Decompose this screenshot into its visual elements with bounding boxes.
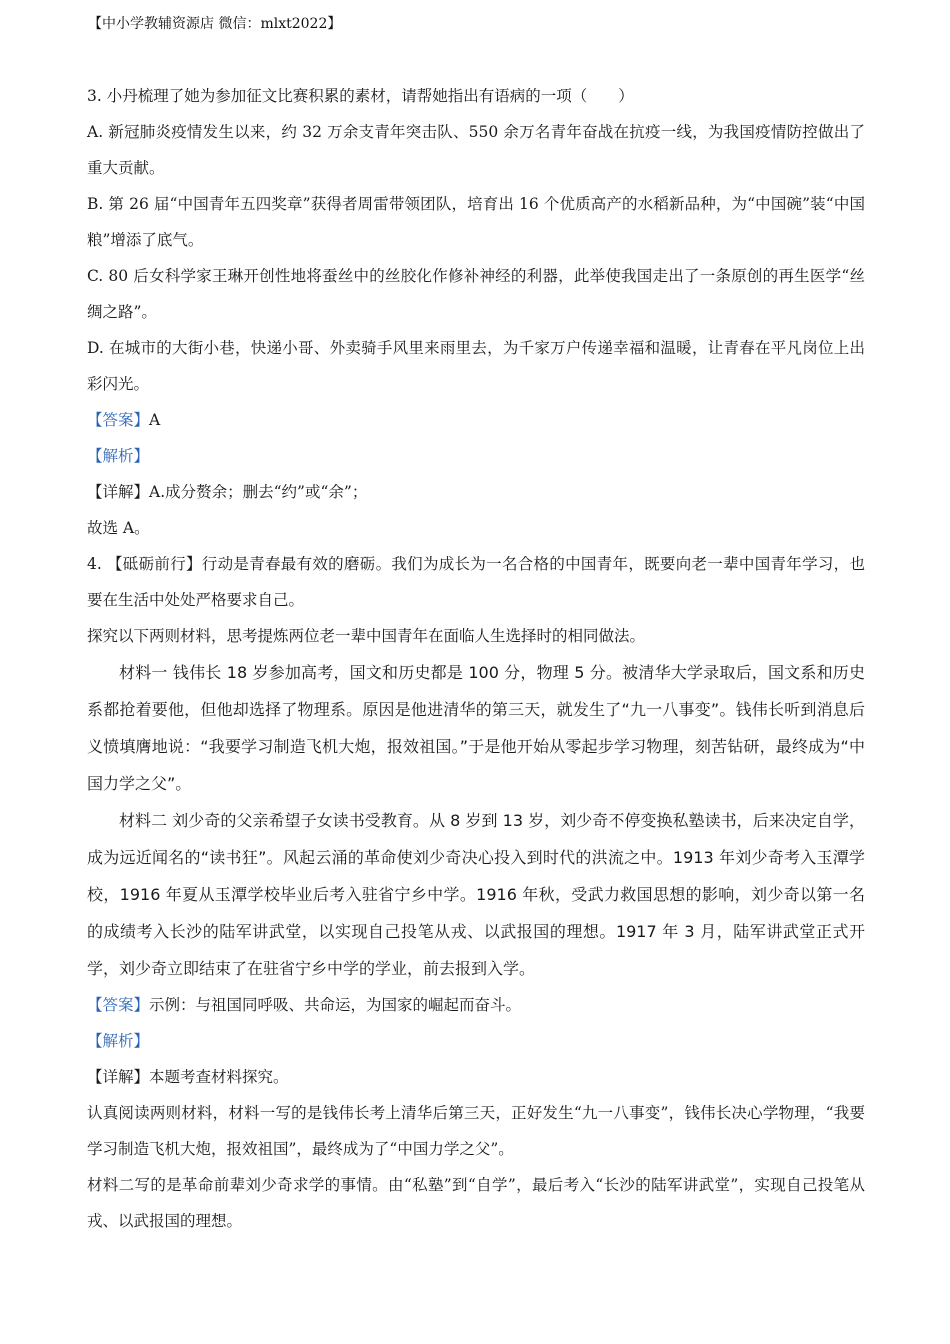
- q3-detail-tag: 【详解】: [87, 483, 150, 501]
- q4-detail-text: 本题考查材料探究。: [149, 1068, 289, 1086]
- page-header: 【中小学教辅资源店 微信：mlxt2022】: [88, 16, 342, 32]
- q3-conclusion: 故选 A。: [87, 519, 150, 537]
- q3-answer-tag: 【答案】: [87, 411, 150, 429]
- q4-detail: [87, 1059, 865, 1095]
- q4-stem: 4. 【砥砺前行】行动是青春最有效的磨砺。我们为成长为一名合格的中国青年，既要向老一辈中国青年学习，也要在生活中处处严格要求自己。: [87, 555, 865, 609]
- q3-analysis-tag: 【解析】: [87, 447, 150, 465]
- q4-answer: [87, 987, 865, 1023]
- q3-option-b: B. 第 26 届“中国青年五四奖章”获得者周雷带领团队，培育出 16 个优质高产的水稻新品种，为“中国碗”装“中国粮”增添了底气。: [87, 195, 865, 249]
- q3-option-c: C. 80 后女科学家王琳开创性地将蚕丝中的丝胶化作修补神经的利器，此举使我国走出了一条原创的再生医学“丝绸之路”。: [87, 267, 865, 321]
- q4-analysis-tag: 【解析】: [87, 1032, 150, 1050]
- q3-detail: [87, 474, 865, 510]
- q4-answer-value: 示例：与祖国同呼吸、共命运，为国家的崛起而奋斗。: [149, 996, 522, 1014]
- q3-option-a: A. 新冠肺炎疫情发生以来，约 32 万余支青年突击队、550 余万名青年奋战在抗疫一线，为我国疫情防控做出了重大贡献。: [87, 123, 865, 177]
- q3-answer: [87, 402, 865, 438]
- q4-answer-tag: 【答案】: [87, 996, 150, 1014]
- q3-stem: 3. 小丹梳理了她为参加征文比赛积累的素材，请帮她指出有语病的一项（ ）: [87, 87, 634, 105]
- q3-answer-value: A: [149, 411, 161, 429]
- q4-explain-1: 认真阅读两则材料，材料一写的是钱伟长考上清华后第三天，正好发生“九一八事变”，钱伟长决心学物理，“我要学习制造飞机大炮，报效祖国”，最终成为了“中国力学之父”。: [87, 1104, 865, 1158]
- q3-detail-text: A.成分赘余；删去“约”或“余”；: [149, 483, 368, 501]
- document-content: [87, 78, 865, 1239]
- q4-explain-2: 材料二写的是革命前辈刘少奇求学的事情。由“私塾”到“自学”，最后考入“长沙的陆军讲武堂”，实现自己投笔从戎、以武报国的理想。: [87, 1176, 865, 1230]
- q3-option-d: D. 在城市的大街小巷，快递小哥、外卖骑手风里来雨里去，为千家万户传递幸福和温暖，让青春在平凡岗位上出彩闪光。: [87, 339, 865, 393]
- q4-detail-tag: 【详解】: [87, 1068, 150, 1086]
- q4-material-1: 材料一 钱伟长 18 岁参加高考，国文和历史都是 100 分，物理 5 分。被清华大学录取后，国文系和历史系都抢着要他，但他却选择了物理系。原因是他进清华的第三天，就发生了“九一八事变”。钱伟长听到消息后义愤填膺地说：“我要学习制造飞机大炮，报效祖国。”于是他开始从零起步学习物理，刻苦钻研，最终成为“中国力学之父”。: [87, 663, 865, 793]
- q4-material-2: 材料二 刘少奇的父亲希望子女读书受教育。从 8 岁到 13 岁，刘少奇不停变换私塾读书，后来决定自学，成为远近闻名的“读书狂”。风起云涌的革命使刘少奇决心投入到时代的洪流之中。1913 年刘少奇考入玉潭学校，1916 年夏从玉潭学校毕业后考入驻省宁乡中学。1916 年秋，受武力救国思想的影响，刘少奇以第一名的成绩考入长沙的陆军讲武堂，以实现自己投笔从戎、以武报国的理想。1917 年 3 月，陆军讲武堂正式开学，刘少奇立即结束了在驻省宁乡中学的学业，前去报到入学。: [87, 811, 865, 978]
- q4-prompt: 探究以下两则材料，思考提炼两位老一辈中国青年在面临人生选择时的相同做法。: [87, 627, 646, 645]
